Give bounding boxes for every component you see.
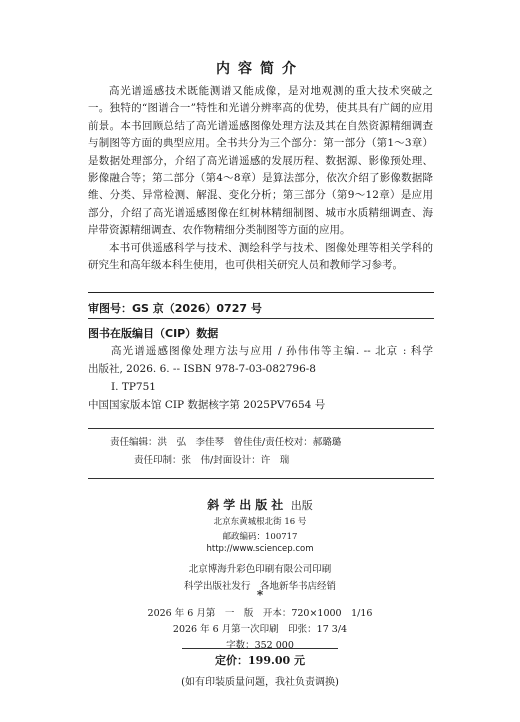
cip-line-2: 出版社, 2026. 6. -- ISBN 978-7-03-082796-8 (88, 363, 316, 375)
publisher-address: 北京东黄城根北街 16 号 (213, 517, 307, 527)
cip-heading: 图书在版编目（CIP）数据 (88, 327, 219, 340)
summary-paragraph-1: 高光谱遥感技术既能测谱又能成像，是对地观测的重大技术突破之一。独特的“图谱合一”特性和光谱分辨率高的优势，使其具有广阔的应用前景。本书回顾总结了高光谱遥感图像处理方法及其在自然资源精细调查与制图等方面的典型应用。全书共分为三个部分：第一部分（第1～3章）是数据处理部分，介绍了高光谱遥感的发展历程、数据源、影像预处理、影像融合等；第二部分（第4～8章）是算法部分，依次介绍了影像数据降维、分类、异常检测、解混、变化分析；第三部分（第9～12章）是应用部分，介绍了高光谱遥感图像在红树林精细制图、城市水质精细调查、海岸带资源精细调查、农作物精细分类制图等方面的应用。 (88, 85, 433, 237)
quality-notice: (如有印装质量问题，我社负责调换) (181, 677, 339, 688)
summary-text (88, 83, 433, 274)
publisher-url: http://www.sciencep.com (206, 544, 314, 554)
cip-line-4: 中国国家版本馆 CIP 数据核字第 2025PV7654 号 (88, 399, 326, 411)
publisher-suffix: 出版 (290, 499, 313, 512)
editors-line-2: 责任印制：张 伟/封面设计：许 瑞 (134, 455, 290, 466)
summary-paragraph-2: 本书可供遥感科学与技术、测绘科学与技术、图像处理等相关学科的研究生和高年级本科生使用，也可供相关研究人员和教师学习参考。 (88, 241, 433, 272)
divider-top (88, 292, 434, 293)
publisher-logo: 斜学出版社 (207, 498, 288, 512)
map-approval-number: 审图号：GS 京（2026）0727 号 (88, 302, 262, 315)
divider-approval (88, 318, 434, 319)
cip-data (88, 342, 433, 414)
divider-editors (88, 478, 434, 479)
word-count: 字数：352 000 (226, 640, 294, 651)
price: 定价：199.00 元 (215, 654, 305, 667)
publisher-line (0, 496, 520, 513)
cip-line-3: Ⅰ. TP751 (111, 381, 156, 393)
price-divider (182, 648, 338, 649)
page-title: 内容简介 (216, 61, 304, 77)
separator-star: * (256, 588, 264, 602)
publisher-postcode: 邮政编码：100717 (222, 532, 298, 542)
cip-line-1: 高光谱遥感图像处理方法与应用 / 孙伟伟等主编. -- 北京 : 科学 (111, 345, 433, 357)
edition-line-2: 2026 年 6 月第一次印刷 印张：17 3/4 (172, 624, 348, 635)
edition-line-1: 2026 年 6 月第 一 版 开本：720×1000 1/16 (147, 608, 373, 619)
printer: 北京博海升彩色印刷有限公司印刷 (188, 564, 332, 575)
editors-line-1: 责任编辑：洪 弘 李佳琴 曾佳佳/责任校对：郝璐璐 (110, 437, 342, 448)
divider-cip (88, 428, 434, 429)
distribution: 科学出版社发行 各地新华书店经销 (183, 581, 336, 592)
